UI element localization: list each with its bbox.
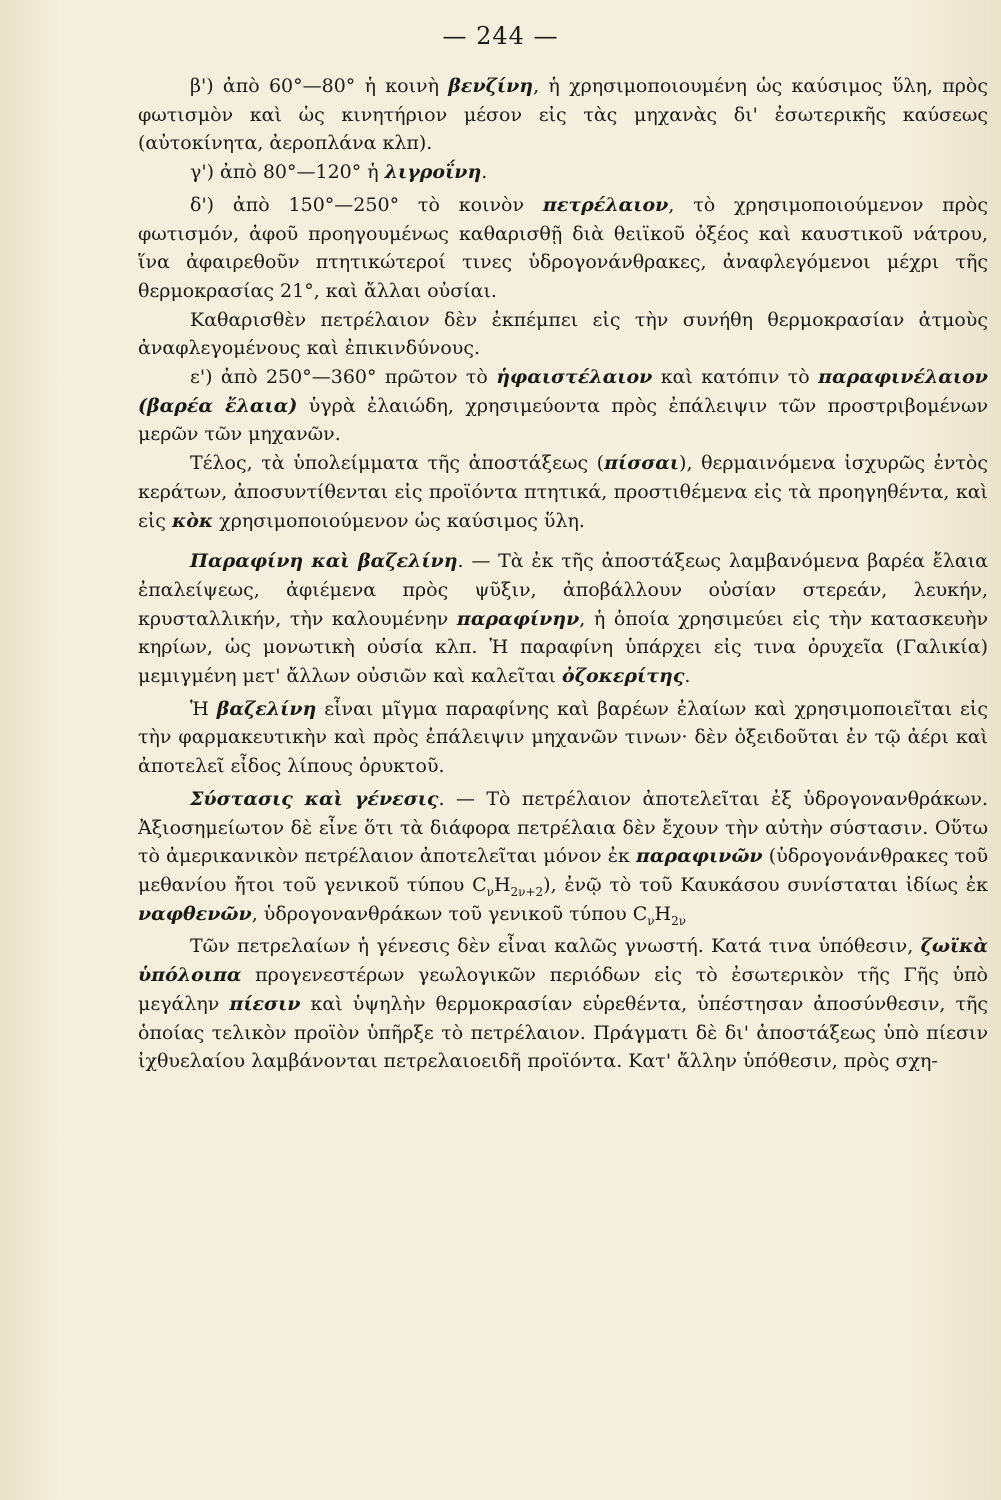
paragraph-purified-petroleum xyxy=(138,306,988,363)
formula-subscript: ν xyxy=(647,913,655,928)
emphasized-term: παραφινῶν xyxy=(635,845,763,868)
emphasized-term: ἡφαιστέλαιον xyxy=(496,366,653,389)
emphasized-term: κὸκ xyxy=(171,509,214,532)
body-text xyxy=(138,72,988,1076)
text-run: . — Τὰ ἐκ τῆς ἀποστάξεως λαμβανόμενα βαρέα ἔλαια ἐπαλείψεως, ἀφιέμενα πρὸς ψῦξιν, ἀποβάλλουν οὐσίαν στερεάν, λευκήν, κρυσταλλικήν, τὴν καλουμένην xyxy=(138,550,988,630)
paragraph-ligroine xyxy=(138,158,988,187)
paragraph-lubricating-oils xyxy=(138,363,988,449)
emphasized-term: Παραφίνη καὶ βαζελίνη xyxy=(190,550,458,573)
text-run: β') ἀπὸ 60°—80° ἡ κοινὴ xyxy=(190,75,449,97)
paragraph-residues xyxy=(138,449,988,535)
text-run: H xyxy=(493,873,511,896)
page-number: — 244 — xyxy=(442,22,559,50)
text-run: προγενεστέρων γεωλογικῶν περιόδων εἰς τὸ ἐσωτερικὸν τῆς Γῆς ὑπὸ μεγάλην xyxy=(138,964,988,1015)
text-run: Καθαρισθὲν πετρέλαιον δὲν ἐκπέμπει εἰς τὴν συνήθη θερμοκρασίαν ἀτμοὺς ἀναφλεγομένους καὶ ἐπικινδύνους. xyxy=(138,308,988,360)
emphasized-term: πίεσιν xyxy=(229,992,301,1015)
paragraph-petroleum xyxy=(138,191,988,306)
formula-subscript: 2ν+2 xyxy=(510,884,544,899)
text-run: καὶ κατόπιν τὸ xyxy=(652,366,819,389)
text-run: H xyxy=(654,902,672,925)
text-run: εἶναι μῖγμα παραφίνης καὶ βαρέων ἐλαίων καὶ χρησιμοποιεῖται εἰς τὴν φαρμακευτικὴν καὶ πρὸς ἐπάλειψιν μηχανῶν τινων· δὲν ὀξειδοῦται ἐν τῷ ἀέρι καὶ ἀποτελεῖ εἶδος λίπους ὀρυκτοῦ. xyxy=(138,697,988,778)
text-run: καὶ ὑψηλὴν θερμοκρασίαν εὑρεθέντα, ὑπέστησαν ἀποσύνθεσιν, τῆς ὁποίας τελικὸν προϊὸν ὑπῆρξε τὸ πετρέλαιον. Πράγματι δὲ δι' ἀποστάξεως ὑπὸ πίεσιν ἰχθυελαίου λαμβάνονται πετρελαιοειδῆ προϊόντα. Κατ' ἄλλην ὑπόθεσιν, πρὸς σχη- xyxy=(138,992,988,1073)
paragraph-paraffin-and-vaseline xyxy=(138,547,988,691)
emphasized-term: πίσσαι xyxy=(604,452,680,475)
text-run: , ἡ χρησιμοποιουμένη ὡς καύσιμος ὕλη, πρὸς φωτισμὸν καὶ ὡς κινητήριον μέσον εἰς τὰς μηχανὰς δι' ἐσωτερικῆς καύσεως (αὐτοκίνητα, ἀεροπλάνα κλπ). xyxy=(138,75,989,155)
text-run: δ') ἀπὸ 150°—250° τὸ κοινὸν xyxy=(190,193,543,216)
emphasized-term: ζωϊκὰ ὑπόλοιπα xyxy=(138,935,988,987)
text-run: . xyxy=(481,161,488,184)
paragraph-benzine xyxy=(138,72,988,158)
text-run: ε') ἀπὸ 250°—360° πρῶτον τὸ xyxy=(190,366,497,389)
formula-subscript: 2ν xyxy=(671,913,687,928)
text-run: , ὑδρογονανθράκων τοῦ γενικοῦ τύπου C xyxy=(251,902,648,925)
emphasized-term: βενζίνη xyxy=(448,75,534,97)
text-run: Τέλος, τὰ ὑπολείμματα τῆς ἀποστάξεως ( xyxy=(190,452,605,475)
emphasized-term: παραφινέλαιον (βαρέα ἔλαια) xyxy=(138,366,988,417)
text-run: ὑγρὰ ἐλαιώδη, χρησιμεύοντα πρὸς ἐπάλειψιν τῶν προστριβομένων μερῶν τῶν μηχανῶν. xyxy=(138,394,988,446)
text-run: γ') ἀπὸ 80°—120° ἡ xyxy=(190,161,385,184)
emphasized-term: λιγροΐνη xyxy=(384,161,482,184)
text-run: . xyxy=(684,665,691,688)
text-run: (ὑδρογονάνθρακες τοῦ μεθανίου ἤτοι τοῦ γενικοῦ τύπου C xyxy=(138,845,988,896)
text-run: , ἡ ὁποία χρησιμεύει εἰς τὴν κατασκευὴν κηρίων, ὡς μονωτικὴ οὐσία κλπ. Ἡ παραφίνη ὑπάρχει εἰς τινα ὀρυχεῖα (Γαλικία) μεμιγμένη μετ' ἄλλων οὐσιῶν καὶ καλεῖται xyxy=(138,607,988,688)
emphasized-term: παραφίνην xyxy=(456,607,580,630)
emphasized-term: ὀζοκερίτης xyxy=(562,665,685,688)
emphasized-term: ναφθενῶν xyxy=(138,902,252,925)
text-run: , τὸ χρησιμοποιούμενον πρὸς φωτισμόν, ἀφοῦ προηγουμένως καθαρισθῇ διὰ θειϊκοῦ ὀξέος καὶ καυστικοῦ νάτρου, ἵνα ἀφαιρεθοῦν πτητικώτεροί τινες ὑδρογονάνθρακες, ἀναφλεγόμενοι μέχρι τῆς θερμοκρασίας 21°, καὶ ἄλλαι οὐσίαι. xyxy=(138,193,988,302)
emphasized-term: Σύστασις καὶ γένεσις xyxy=(190,787,439,810)
text-run: Τῶν πετρελαίων ἡ γένεσις δὲν εἶναι καλῶς γνωστή. Κατά τινα ὑπόθεσιν, xyxy=(190,935,921,958)
paragraph-vaseline xyxy=(138,695,988,781)
paragraph-composition-and-origin xyxy=(138,785,988,929)
text-run: . — Τὸ πετρέλαιον ἀποτελεῖται ἐξ ὑδρογονανθράκων. Ἀξιοσημείωτον δὲ εἶνε ὅτι τὰ διάφορα πετρέλαια δὲν ἔχουν τὴν αὐτὴν σύστασιν. Οὕτω τὸ ἀμερικανικὸν πετρέλαιον ἀποτελεῖται μόνον ἐκ xyxy=(138,787,988,868)
text-run: ), ἐνῷ τὸ τοῦ Καυκάσου συνίσταται ἰδίως ἐκ xyxy=(543,873,988,896)
text-run: ), θερμαινόμενα ἰσχυρῶς ἐντὸς κεράτων, ἀποσυντίθενται εἰς προϊόντα πτητικά, προστιθέμενα εἰς τὰ προηγηθέντα, καὶ εἰς xyxy=(138,452,989,532)
text-run: χρησιμοποιούμενον ὡς καύσιμος ὕλη. xyxy=(213,509,585,532)
text-run: Ἡ xyxy=(190,697,217,720)
paragraph-origin-hypotheses xyxy=(138,932,988,1076)
formula-subscript: ν xyxy=(486,884,494,899)
emphasized-term: πετρέλαιον xyxy=(542,193,669,216)
emphasized-term: βαζελίνη xyxy=(216,697,317,720)
